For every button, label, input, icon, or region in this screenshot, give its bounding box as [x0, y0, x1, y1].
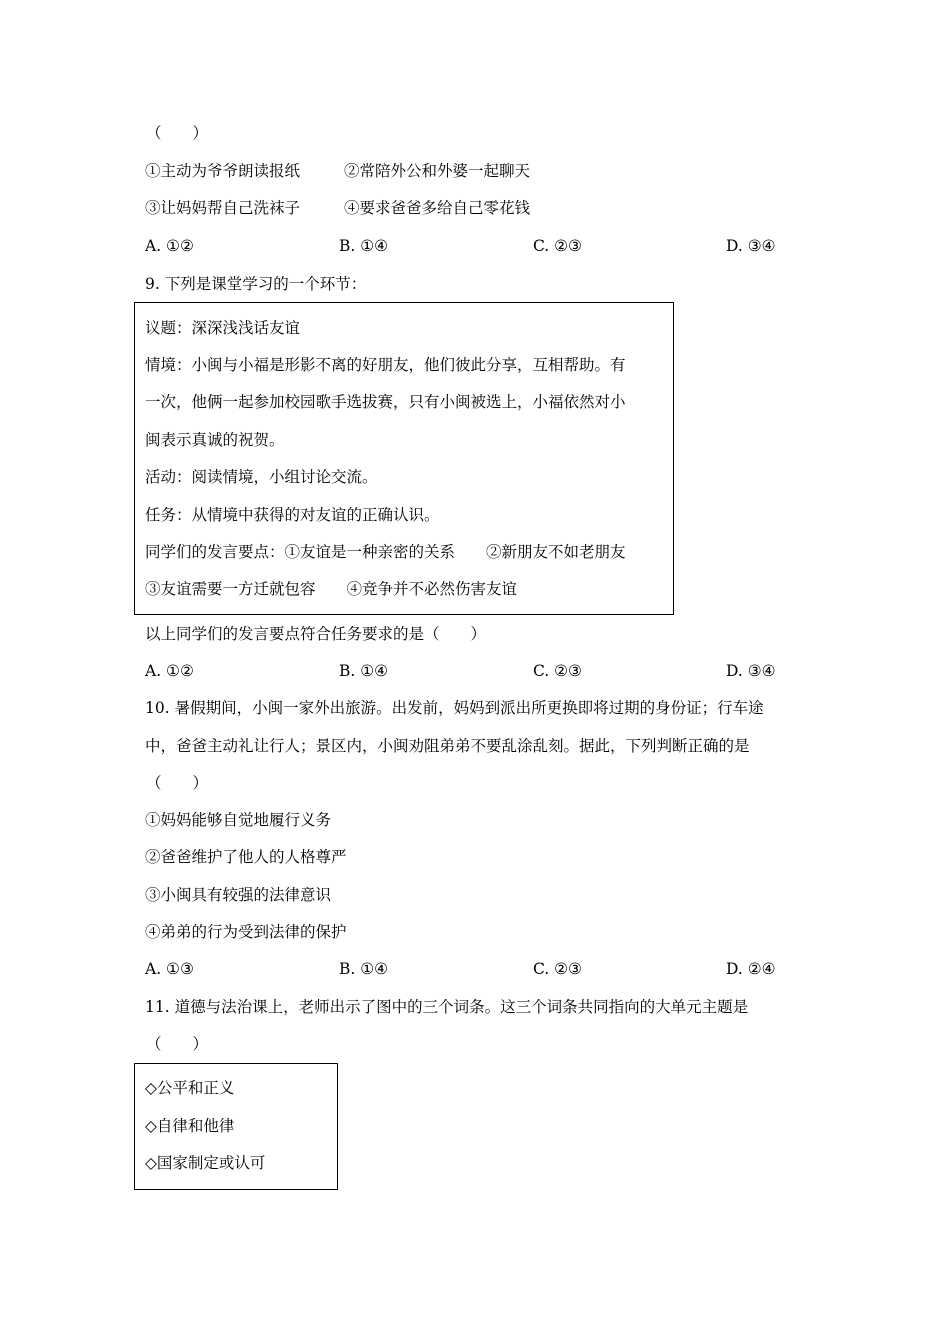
q9-stem: 9. 下列是课堂学习的一个环节：: [145, 275, 367, 293]
q10-option-c: C. ②③: [533, 960, 582, 978]
q11-stem-paren: （ ）: [146, 1035, 209, 1053]
q9-scene-line-2: 一次，他俩一起参加校园歌手选拔赛，只有小闽被选上，小福依然对小: [145, 393, 626, 411]
q11-term-2: ◇自律和他律: [145, 1117, 235, 1135]
q11-stem-line-1: 11. 道德与法治课上，老师出示了图中的三个词条。这三个词条共同指向的大单元主题是: [145, 998, 749, 1016]
q8-option-c: C. ②③: [533, 237, 582, 255]
q9-points-line-2: ③友谊需要一方迁就包容 ④竞争并不必然伤害友谊: [145, 580, 518, 598]
q9-option-a: A. ①②: [145, 662, 194, 680]
q9-scene-line-3: 闽表示真诚的祝贺。: [145, 431, 285, 449]
q10-option-d: D. ②④: [726, 960, 776, 978]
q10-stem-paren: （ ）: [146, 774, 209, 792]
q9-question: 以上同学们的发言要点符合任务要求的是（ ）: [145, 625, 487, 643]
q9-scenario-box: [134, 302, 674, 615]
q9-scene-line-1: 情境：小闽与小福是形影不离的好朋友，他们彼此分享，互相帮助。有: [145, 356, 626, 374]
q9-option-d: D. ③④: [726, 662, 776, 680]
q8-paren: （ ）: [146, 124, 209, 142]
q10-item-1: ①妈妈能够自觉地履行义务: [145, 811, 332, 829]
q9-option-c: C. ②③: [533, 662, 582, 680]
q10-stem-line-1: 10. 暑假期间，小闽一家外出旅游。出发前，妈妈到派出所更换即将过期的身份证；行车途: [145, 699, 764, 717]
q8-item-2: ②常陪外公和外婆一起聊天: [344, 162, 531, 180]
q8-item-3: ③让妈妈帮自己洗袜子: [145, 199, 301, 217]
q9-topic: 议题：深深浅浅话友谊: [145, 319, 301, 337]
q9-points-line-1: 同学们的发言要点：①友谊是一种亲密的关系 ②新朋友不如老朋友: [145, 543, 626, 561]
q8-option-d: D. ③④: [726, 237, 776, 255]
q9-option-b: B. ①④: [339, 662, 389, 680]
q10-option-b: B. ①④: [339, 960, 389, 978]
q10-option-a: A. ①③: [145, 960, 194, 978]
q8-item-1: ①主动为爷爷朗读报纸: [145, 162, 301, 180]
q11-term-3: ◇国家制定或认可: [145, 1154, 266, 1172]
q9-task: 任务：从情境中获得的对友谊的正确认识。: [145, 506, 440, 524]
q9-activity: 活动：阅读情境，小组讨论交流。: [145, 468, 378, 486]
q11-term-1: ◇公平和正义: [145, 1079, 235, 1097]
q8-option-a: A. ①②: [145, 237, 194, 255]
q8-item-4: ④要求爸爸多给自己零花钱: [344, 199, 531, 217]
q10-item-4: ④弟弟的行为受到法律的保护: [145, 923, 347, 941]
q8-option-b: B. ①④: [339, 237, 389, 255]
q10-item-2: ②爸爸维护了他人的人格尊严: [145, 848, 347, 866]
q10-stem-line-2: 中，爸爸主动礼让行人；景区内，小闽劝阻弟弟不要乱涂乱刻。据此，下列判断正确的是: [145, 737, 750, 755]
q10-item-3: ③小闽具有较强的法律意识: [145, 886, 332, 904]
